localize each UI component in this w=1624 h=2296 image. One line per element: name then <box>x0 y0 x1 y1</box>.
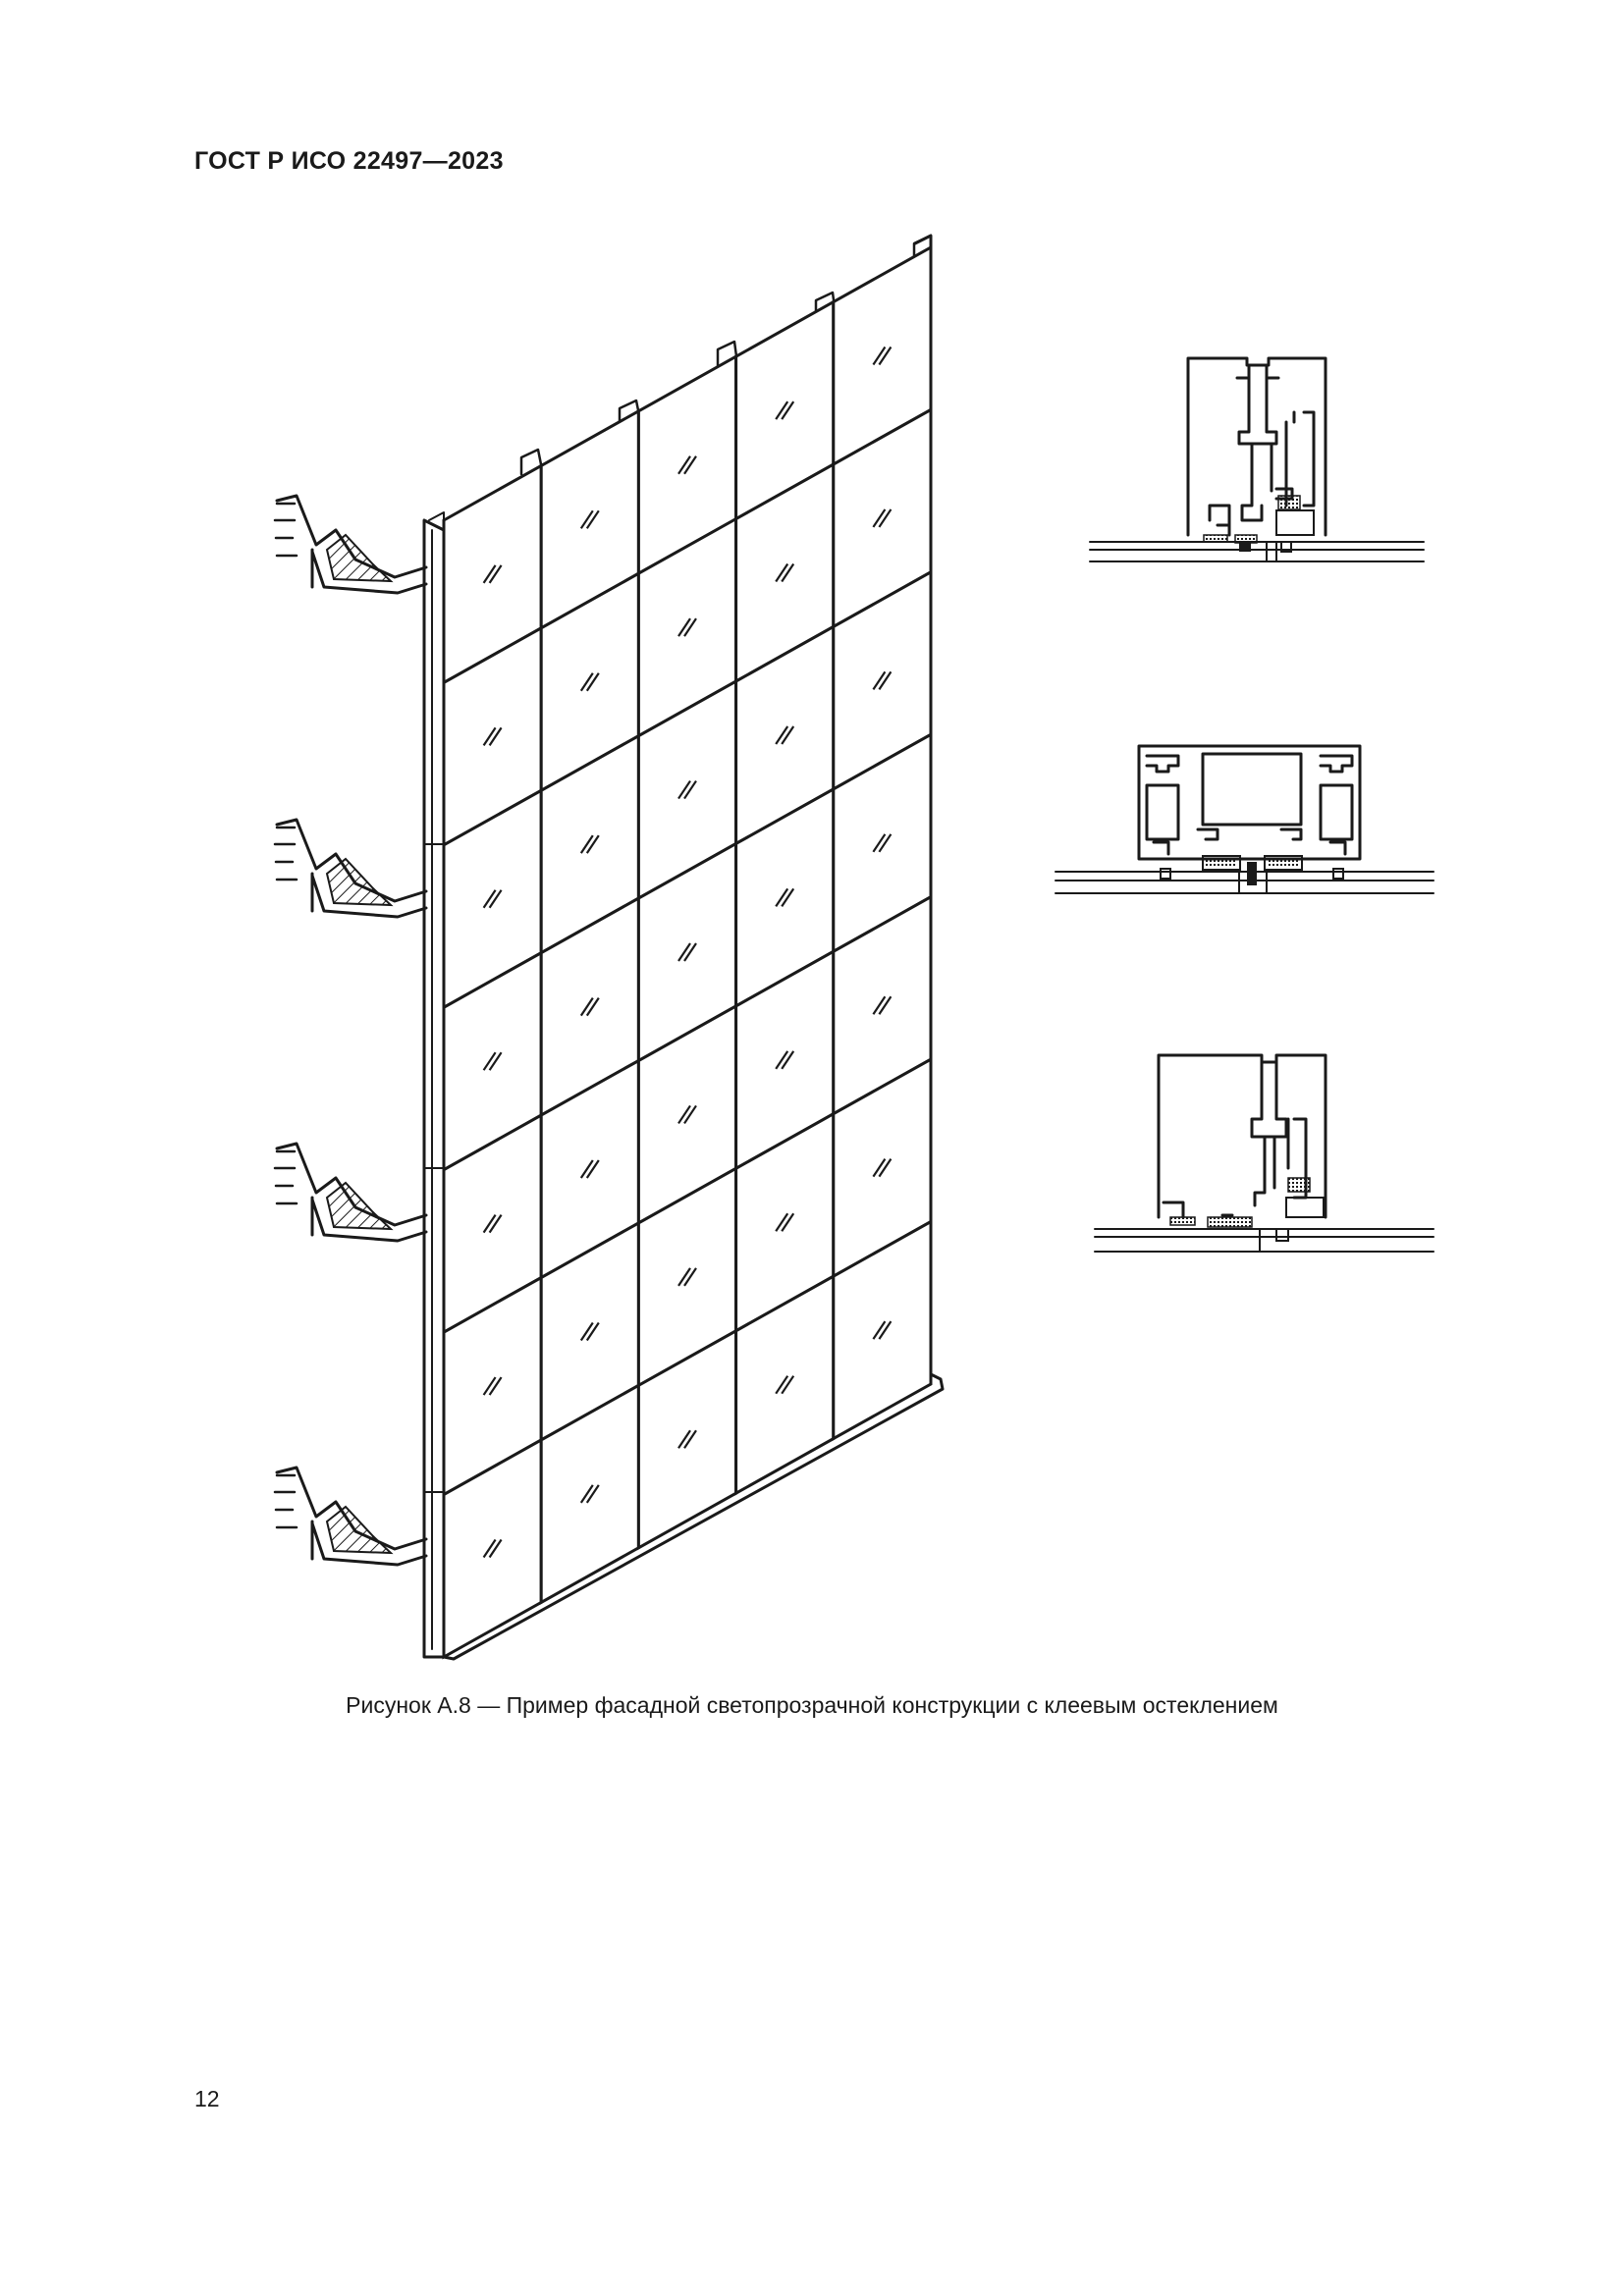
page-number: 12 <box>194 2086 220 2111</box>
section-detail-1 <box>1090 358 1424 561</box>
standard-title: ГОСТ Р ИСО 22497—2023 <box>194 147 504 175</box>
section-detail-3 <box>1095 1055 1434 1252</box>
figure-caption: Рисунок А.8 — Пример фасадной светопрозрачной конструкции с клеевым остеклением <box>346 1692 1278 1718</box>
floor-slab <box>275 1144 426 1241</box>
facade-glass-grid <box>444 247 931 1657</box>
floor-slab <box>275 496 426 593</box>
floor-slabs <box>275 496 426 1565</box>
facade-edge-profile <box>424 512 444 1657</box>
floor-slab <box>275 820 426 917</box>
floor-slab <box>275 1468 426 1565</box>
section-detail-2 <box>1056 746 1434 893</box>
